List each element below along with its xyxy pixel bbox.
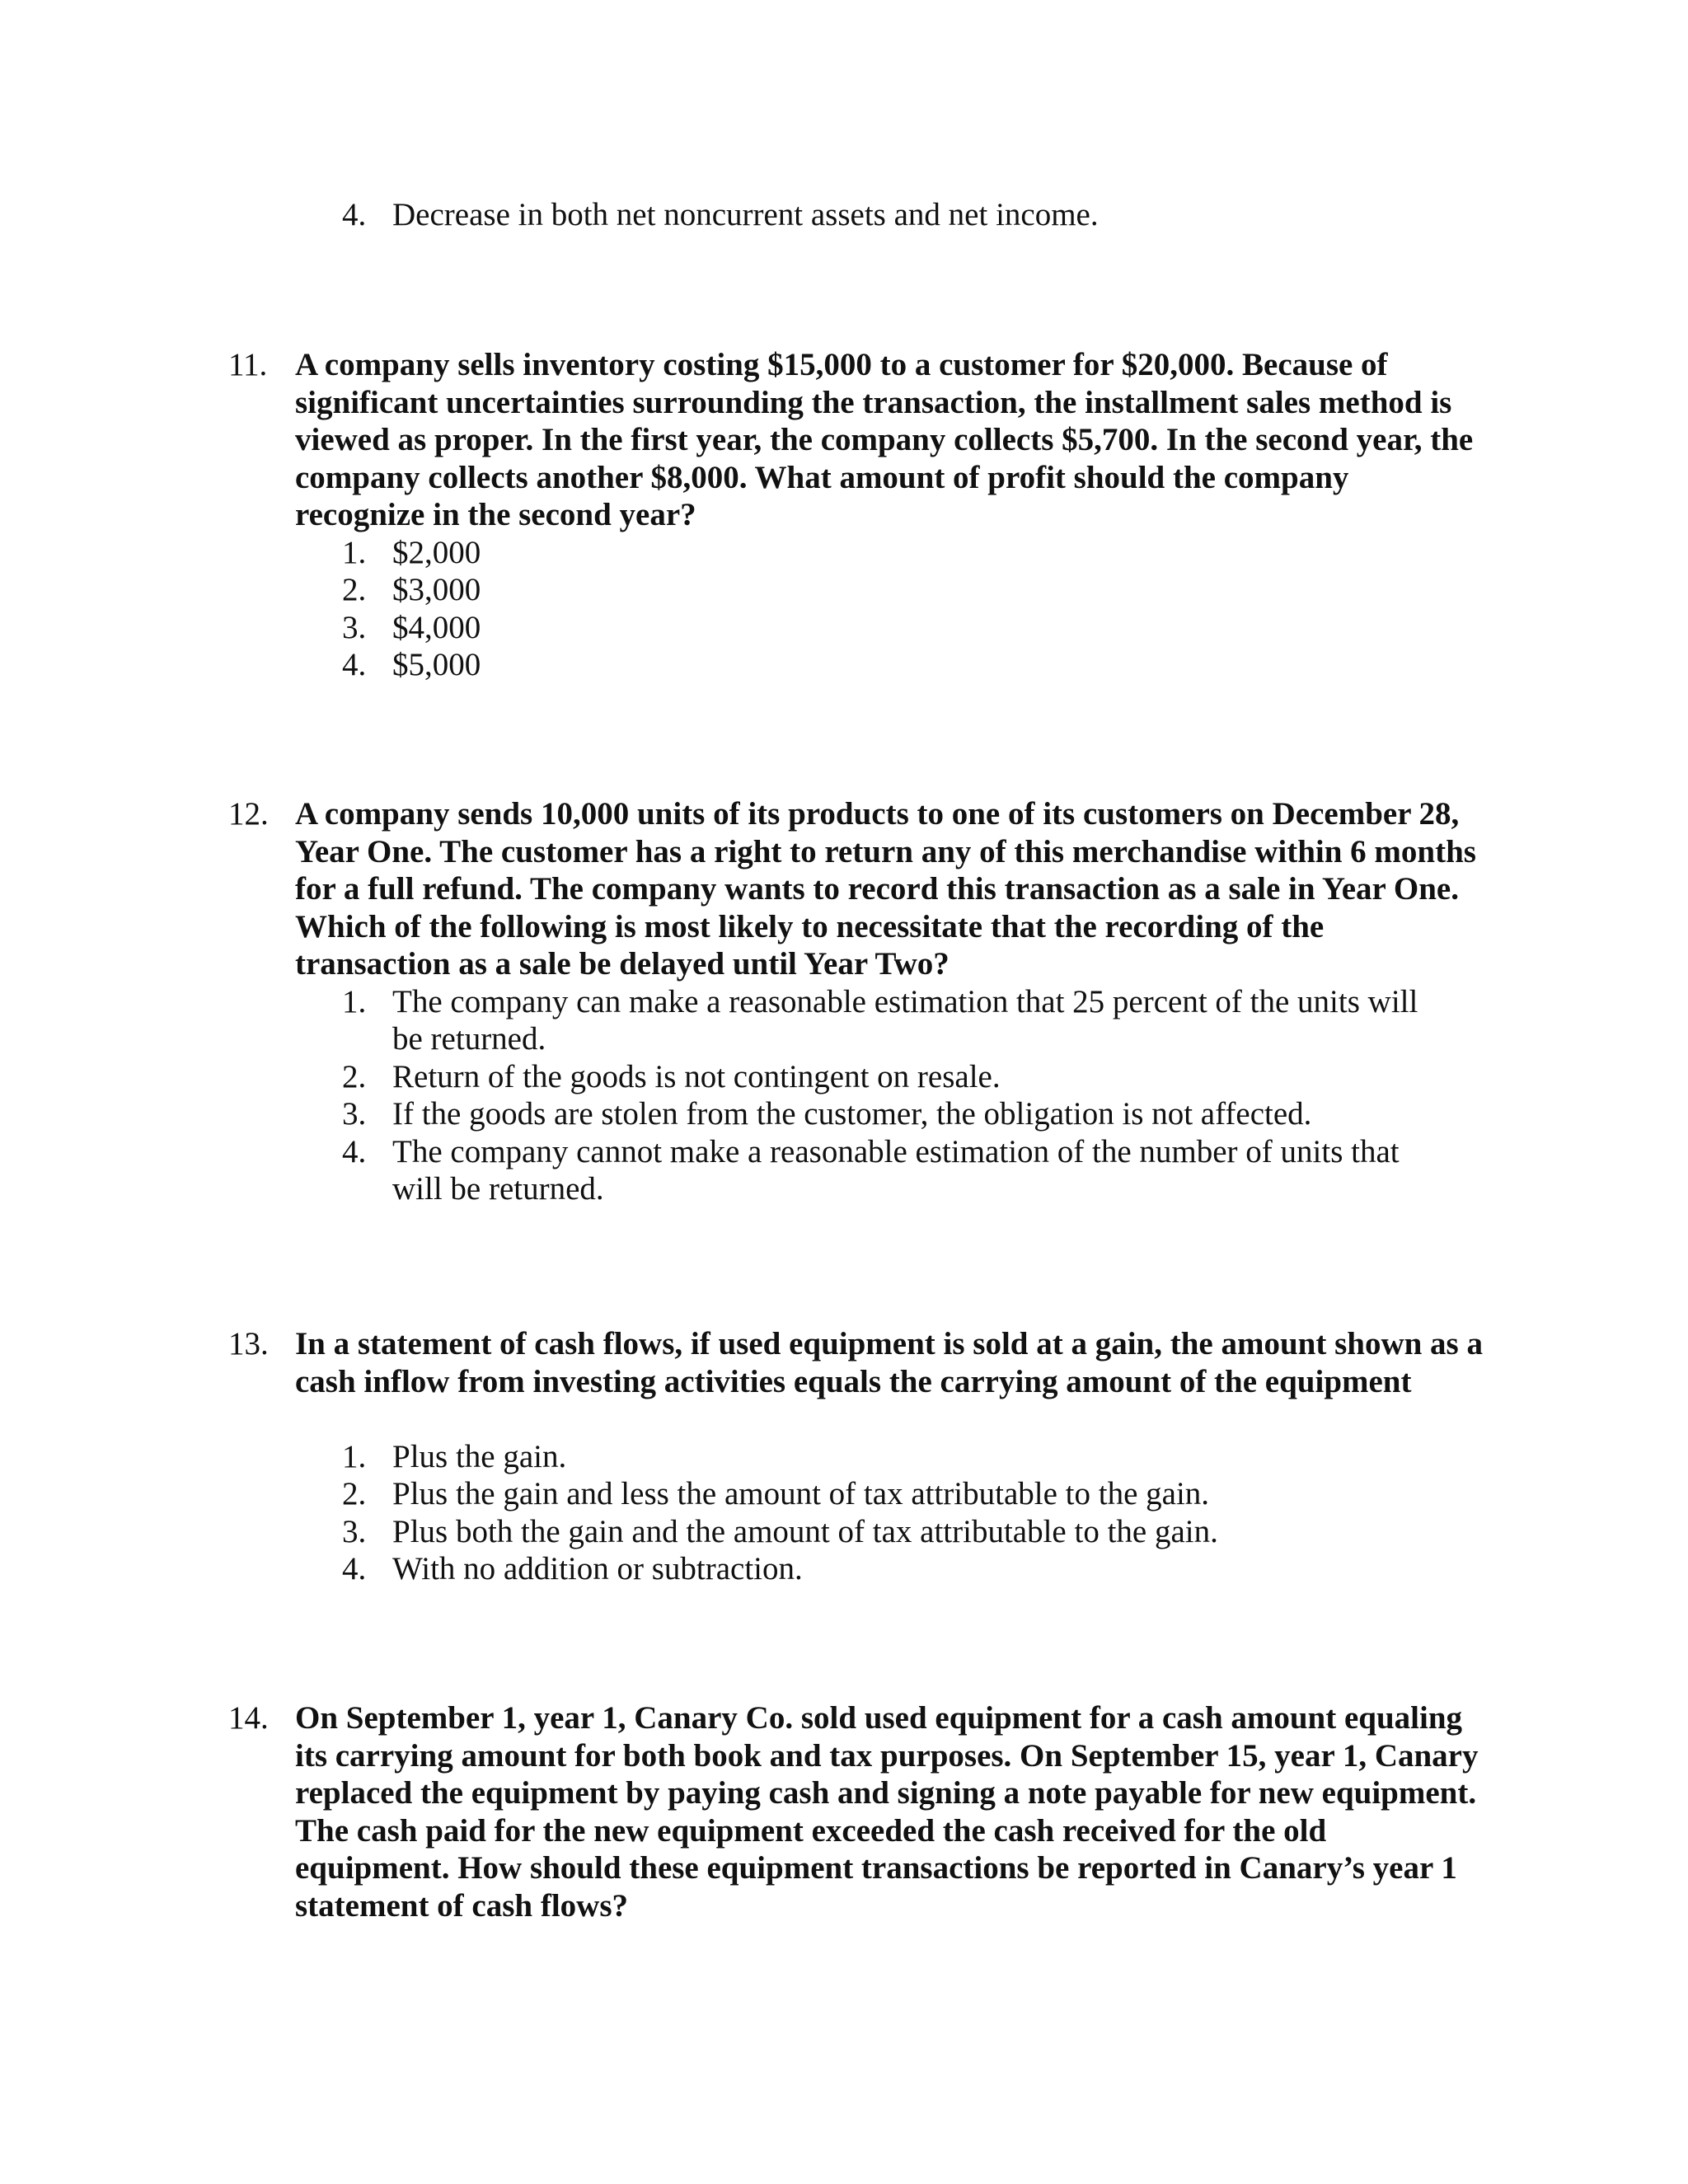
option-number: 1. <box>342 983 367 1019</box>
option-text: $4,000 <box>392 609 481 645</box>
option-text: Decrease in both net noncurrent assets and net income. <box>392 197 1099 232</box>
option-item <box>0 1095 1688 1133</box>
option-number: 2. <box>342 1476 367 1511</box>
question-stem <box>0 795 1688 983</box>
option-number: 3. <box>342 609 367 645</box>
question-13 <box>0 1325 1688 1588</box>
option-text: With no addition or subtraction. <box>392 1551 803 1586</box>
question-12 <box>0 795 1688 1208</box>
option-item <box>0 983 1688 1058</box>
option-item <box>0 609 1688 647</box>
option-text: The company can make a reasonable estimation that 25 percent of the units will be returned. <box>392 983 1418 1057</box>
option-item <box>0 1513 1688 1551</box>
option-item <box>0 1475 1688 1513</box>
option-item <box>0 1058 1688 1096</box>
question-11 <box>0 346 1688 684</box>
option-text: Plus the gain. <box>392 1438 567 1474</box>
option-number: 2. <box>342 1058 367 1094</box>
question-number: 11. <box>228 347 268 382</box>
option-item <box>0 1550 1688 1588</box>
option-text: Plus the gain and less the amount of tax attributable to the gain. <box>392 1476 1210 1511</box>
question-text: On September 1, year 1, Canary Co. sold used equipment for a cash amount equaling its carrying amount for both book and tax purposes. On September 15, year 1, Canary replaced the equipment by paying cash and signing a note payable for new equipment. The cash paid for the new equipment exceeded the cash received for the old equipment. How should these equipment transactions be reported in Canary’s year 1 statement of cash flows? <box>295 1700 1479 1924</box>
question-stem <box>0 1325 1688 1438</box>
option-text: Plus both the gain and the amount of tax attributable to the gain. <box>392 1513 1218 1549</box>
option-text: $2,000 <box>392 534 481 570</box>
question-number: 12. <box>228 796 269 832</box>
option-item <box>0 534 1688 572</box>
question-stem <box>0 346 1688 534</box>
option-item <box>0 571 1688 609</box>
option-number: 3. <box>342 1096 367 1132</box>
option-item <box>0 196 1688 234</box>
option-number: 3. <box>342 1513 367 1549</box>
option-number: 4. <box>342 647 367 682</box>
question-text: A company sends 10,000 units of its products to one of its customers on December 28, Year One. The customer has a right to return any of this merchandise within 6 months for a full refund. The company wants to record this transaction as a sale in Year One. Which of the following is most likely to necessitate that the recording of the transaction as a sale be delayed until Year Two? <box>295 796 1476 982</box>
question-number: 13. <box>228 1326 269 1361</box>
question-14 <box>0 1699 1688 1924</box>
question-stem <box>0 1699 1688 1924</box>
option-number: 4. <box>342 1133 367 1169</box>
question-text: In a statement of cash flows, if used equipment is sold at a gain, the amount shown as a cash inflow from investing activities equals the carrying amount of the equipment <box>295 1326 1483 1399</box>
option-text: Return of the goods is not contingent on resale. <box>392 1058 1001 1094</box>
option-number: 4. <box>342 1551 367 1586</box>
option-number: 1. <box>342 1438 367 1474</box>
option-item <box>0 1133 1688 1208</box>
option-item <box>0 646 1688 684</box>
question-number: 14. <box>228 1700 269 1736</box>
question-text: A company sells inventory costing $15,000 to a customer for $20,000. Because of significant uncertainties surrounding the transaction, the installment sales method is viewed as proper. In the first year, the company collects $5,700. In the second year, the company collects another $8,000. What amount of profit should the company recognize in the second year? <box>295 347 1474 532</box>
option-text: $3,000 <box>392 572 481 607</box>
option-text: $5,000 <box>392 647 481 682</box>
option-number: 1. <box>342 534 367 570</box>
option-text: If the goods are stolen from the customer, the obligation is not affected. <box>392 1096 1312 1132</box>
option-number: 2. <box>342 572 367 607</box>
option-text: The company cannot make a reasonable estimation of the number of units that will be returned. <box>392 1133 1400 1207</box>
carryover-option <box>0 196 1688 234</box>
option-number: 4. <box>342 197 367 232</box>
option-item <box>0 1438 1688 1476</box>
